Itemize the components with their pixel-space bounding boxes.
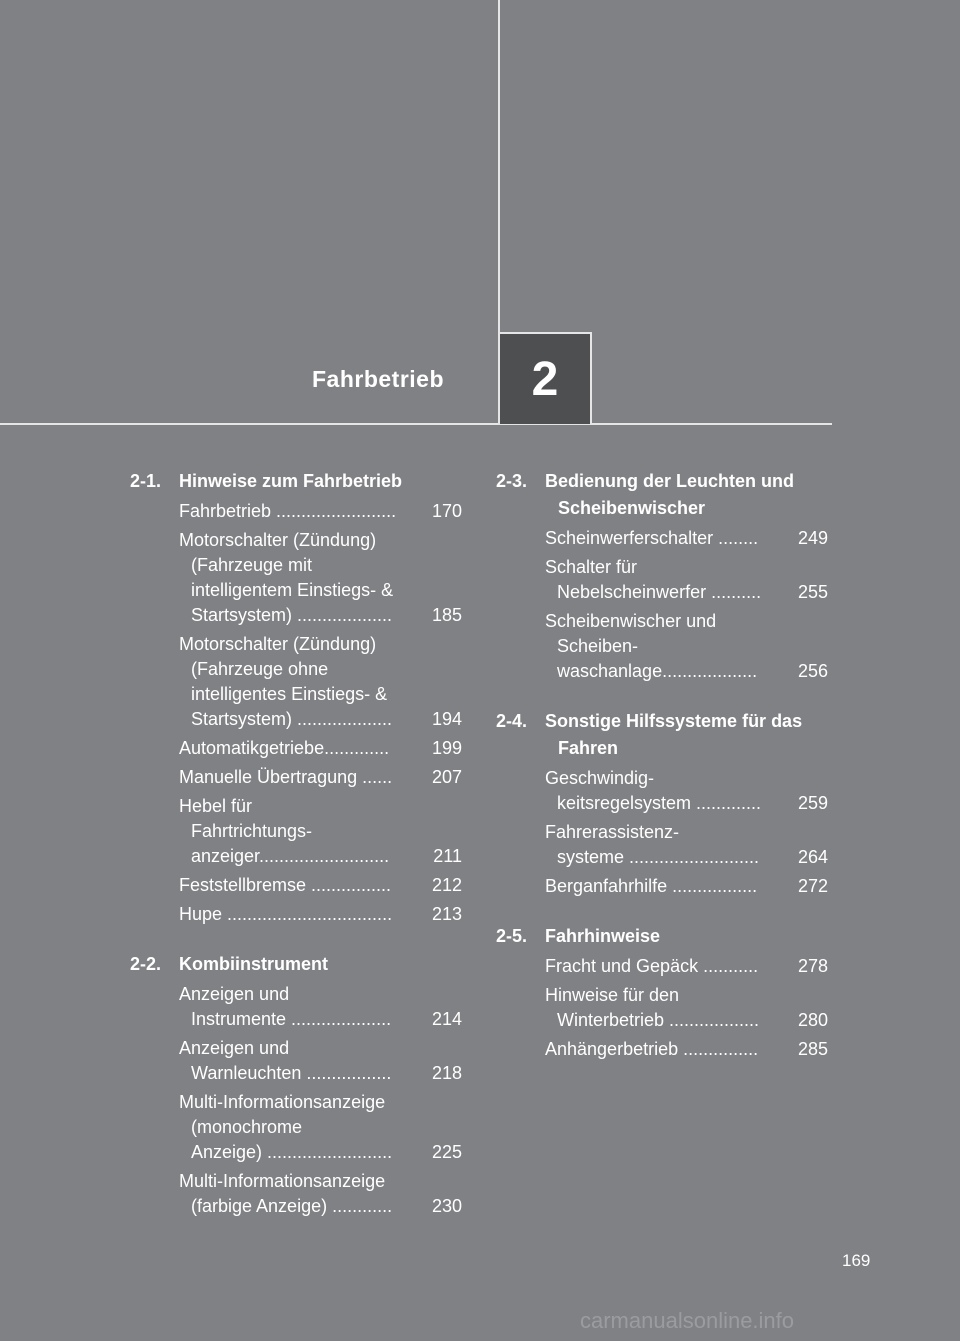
toc-section <box>130 468 462 927</box>
toc-entry[interactable] <box>179 1169 462 1219</box>
toc-entry[interactable] <box>545 609 828 684</box>
toc-entry[interactable] <box>179 499 462 524</box>
toc-entry-label: Scheibenwischer und Scheiben- waschanlage................... <box>545 611 758 681</box>
section-heading[interactable] <box>130 468 462 495</box>
section-title: Sonstige Hilfssysteme für das Fahren <box>545 711 803 758</box>
toc-entry[interactable] <box>545 555 828 605</box>
section-number: 2-3. <box>496 471 528 491</box>
toc-entry[interactable] <box>179 794 462 869</box>
toc-entry-page: 256 <box>797 661 828 681</box>
toc-entry-page: 280 <box>797 1010 828 1030</box>
toc-entry-page: 249 <box>797 528 828 548</box>
toc-entry[interactable] <box>179 902 462 927</box>
section-number: 2-5. <box>496 926 528 946</box>
toc-entry[interactable] <box>545 766 828 816</box>
toc-entry[interactable] <box>179 736 462 761</box>
toc-entry-page: 225 <box>431 1142 462 1162</box>
toc-entry-label: Manuelle Übertragung ...... <box>179 767 393 787</box>
toc-entry-page: 170 <box>431 501 462 521</box>
toc-entry-page: 211 <box>433 846 462 866</box>
top-divider-vertical <box>498 0 500 332</box>
toc-section <box>130 951 462 1219</box>
toc-entry-page: 212 <box>431 875 462 895</box>
toc-entry[interactable] <box>545 874 828 899</box>
toc-entry-page: 213 <box>431 904 462 924</box>
toc-entry-label: Schalter für Nebelscheinwerfer .......... <box>545 557 762 602</box>
toc-entry-label: Hinweise für den Winterbetrieb .................. <box>545 985 760 1030</box>
toc-entry-page: 272 <box>797 876 828 896</box>
toc-section <box>496 468 828 684</box>
toc-entry[interactable] <box>545 820 828 870</box>
toc-entry-label: Fahrbetrieb ........................ <box>179 501 397 521</box>
section-heading[interactable] <box>496 468 828 522</box>
toc-entry-label: Anzeigen und Instrumente .................... <box>179 984 392 1029</box>
chapter-title: Fahrbetrieb <box>312 366 445 392</box>
section-heading[interactable] <box>496 923 828 950</box>
toc-entry-label: Automatikgetriebe............. <box>179 738 390 758</box>
toc-entry-label: Feststellbremse ................ <box>179 875 392 895</box>
toc-entry[interactable] <box>545 954 828 979</box>
toc-entry-label: Anhängerbetrieb ............... <box>545 1039 759 1059</box>
toc-entry-page: 185 <box>431 605 462 625</box>
toc-entry[interactable] <box>179 873 462 898</box>
section-title: Kombiinstrument <box>179 954 329 974</box>
toc-entry-label: Geschwindig- keitsregelsystem ............. <box>545 768 762 813</box>
toc-entry-page: 199 <box>431 738 462 758</box>
toc-entry-page: 255 <box>797 582 828 602</box>
section-number: 2-1. <box>130 471 162 491</box>
toc-entry-page: 194 <box>431 709 462 729</box>
toc-entry-label: Multi-Informationsanzeige (farbige Anzeige) ............ <box>179 1171 393 1216</box>
toc-entry[interactable] <box>545 1037 828 1062</box>
toc-entry-label: Hupe ................................. <box>179 904 393 924</box>
toc-entry-page: 278 <box>797 956 828 976</box>
toc-entry-label: Fahrerassistenz- systeme .......................... <box>545 822 760 867</box>
toc-entry-label: Scheinwerferschalter ........ <box>545 528 759 548</box>
toc-entry[interactable] <box>179 1036 462 1086</box>
section-title: Hinweise zum Fahrbetrieb <box>179 471 403 491</box>
toc-entry[interactable] <box>545 526 828 551</box>
section-heading[interactable] <box>130 951 462 978</box>
toc-entry[interactable] <box>545 983 828 1033</box>
header-divider-horizontal <box>0 423 832 425</box>
toc-entry-page: 285 <box>797 1039 828 1059</box>
toc-section <box>496 923 828 1062</box>
chapter-number: 2 <box>531 352 559 406</box>
toc-column-right <box>496 468 828 1086</box>
toc-entry-page: 218 <box>431 1063 462 1083</box>
toc-entry-page: 264 <box>797 847 828 867</box>
toc-entry[interactable] <box>179 632 462 732</box>
toc-entry-label: Hebel für Fahrtrichtungs- anzeiger.......................... <box>179 796 390 866</box>
watermark: carmanualsonline.info <box>580 1308 795 1333</box>
toc-section <box>496 708 828 899</box>
toc-entry[interactable] <box>179 982 462 1032</box>
section-title: Bedienung der Leuchten und Scheibenwischer <box>545 471 795 518</box>
toc-entry[interactable] <box>179 765 462 790</box>
toc-entry-page: 259 <box>797 793 828 813</box>
toc-entry-label: Berganfahrhilfe ................. <box>545 876 758 896</box>
toc-column-left <box>130 468 462 1243</box>
toc-entry[interactable] <box>179 528 462 628</box>
toc-entry-label: Motorschalter (Zündung) (Fahrzeuge ohne intelligentes Einstiegs- & Startsystem) ................... <box>179 634 393 729</box>
chapter-number-box <box>498 332 592 424</box>
toc-entry-label: Fracht und Gepäck ........... <box>545 956 759 976</box>
section-number: 2-4. <box>496 711 528 731</box>
toc-entry-label: Motorschalter (Zündung) (Fahrzeuge mit intelligentem Einstiegs- & Startsystem) ................... <box>179 530 394 625</box>
toc-entry-page: 214 <box>431 1009 462 1029</box>
toc-entry-label: Multi-Informationsanzeige (monochrome Anzeige) ......................... <box>179 1092 393 1162</box>
section-heading[interactable] <box>496 708 828 762</box>
toc-entry[interactable] <box>179 1090 462 1165</box>
section-number: 2-2. <box>130 954 162 974</box>
toc-entry-label: Anzeigen und Warnleuchten ................. <box>179 1038 392 1083</box>
page-number: 169 <box>842 1251 871 1270</box>
section-title: Fahrhinweise <box>545 926 661 946</box>
toc-entry-page: 207 <box>431 767 462 787</box>
toc-entry-page: 230 <box>431 1196 462 1216</box>
